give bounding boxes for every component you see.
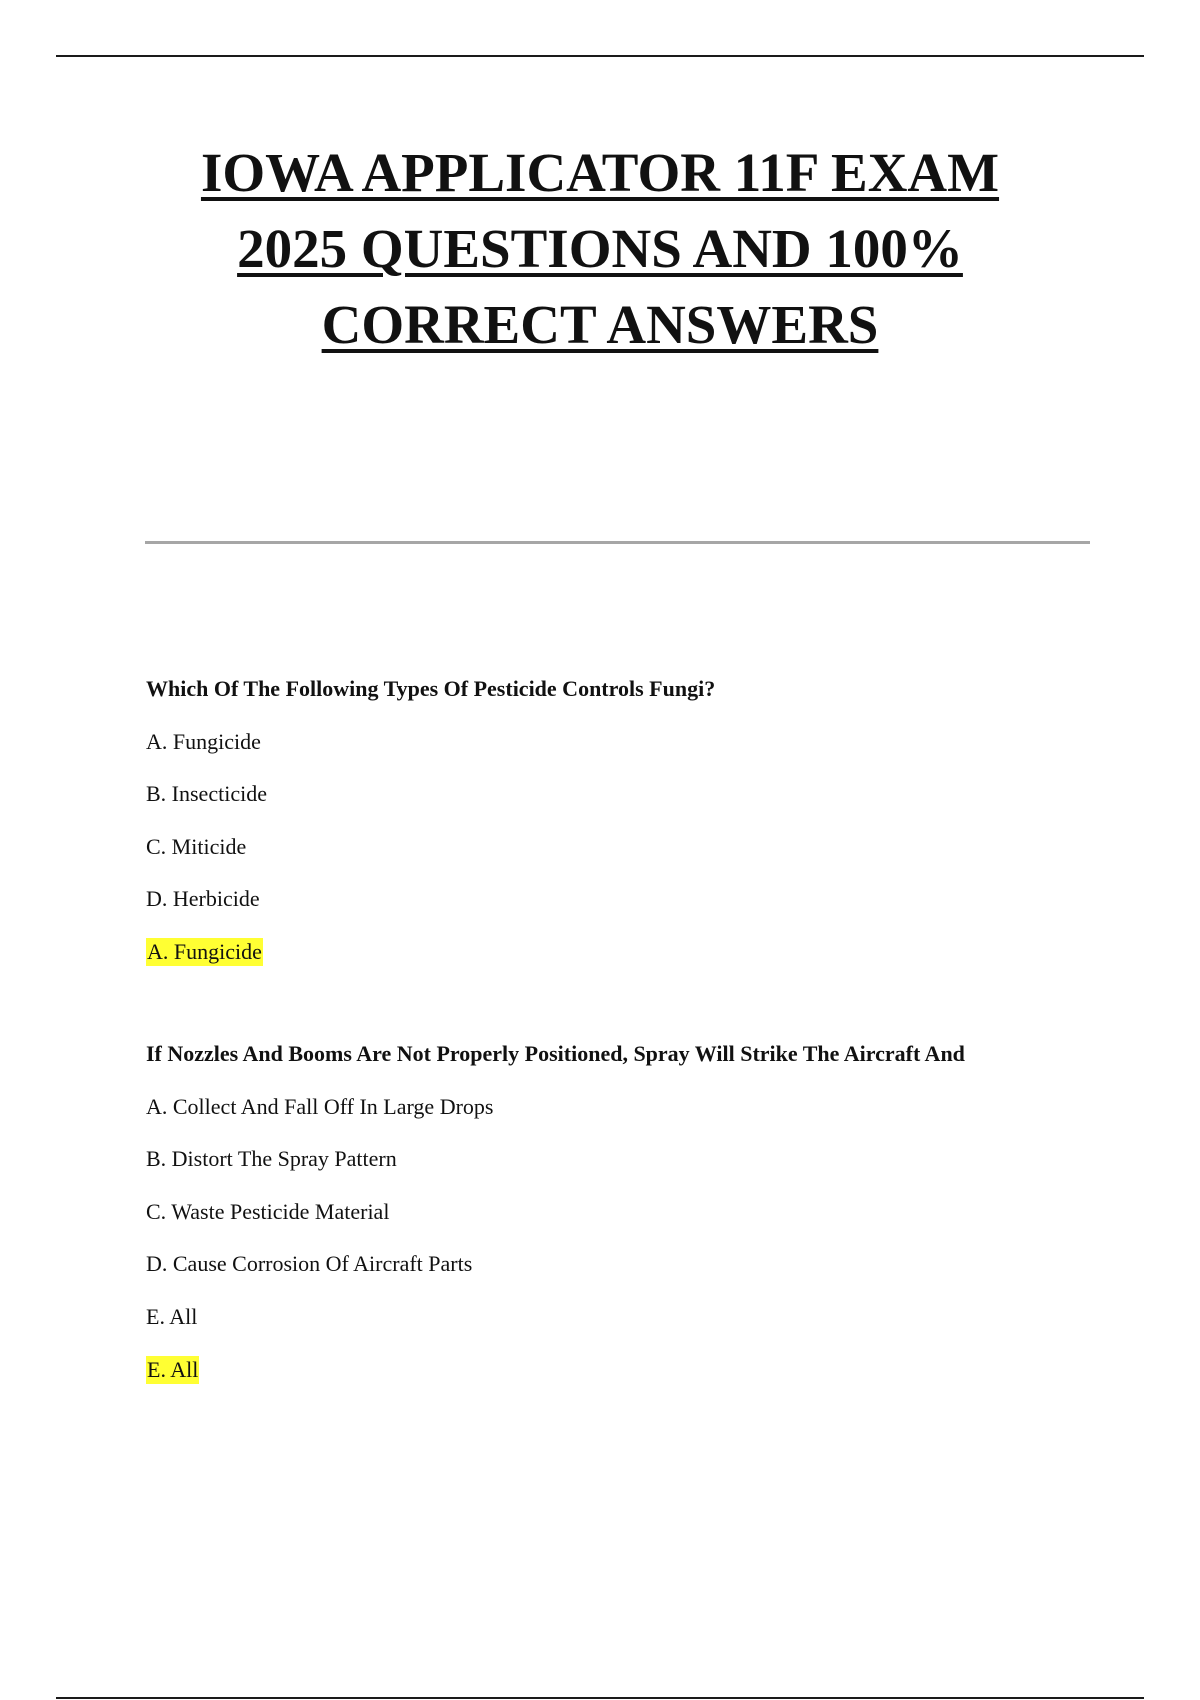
question-block-1 [146, 675, 1146, 991]
option-e: E. All [146, 1303, 198, 1329]
highlighted-answer: E. All [147, 1356, 199, 1382]
option-a: A. Collect And Fall Off In Large Drops [146, 1093, 494, 1119]
question-text: If Nozzles And Booms Are Not Properly Positioned, Spray Will Strike The Aircraft And [146, 1041, 965, 1066]
option-d: D. Cause Corrosion Of Aircraft Parts [146, 1251, 473, 1277]
question-block-2 [146, 1040, 1146, 1408]
option-c: C. Miticide [146, 833, 247, 859]
title-line-2: 2025 QUESTIONS AND 100% [237, 218, 963, 279]
option-b: B. Distort The Spray Pattern [146, 1146, 397, 1172]
document-title [80, 135, 1120, 363]
footer-rule [56, 1697, 1144, 1699]
option-d: D. Herbicide [146, 886, 260, 912]
header-rule [56, 55, 1144, 57]
title-line-3: CORRECT ANSWERS [321, 294, 879, 355]
highlighted-answer: A. Fungicide [147, 938, 262, 964]
question-text: Which Of The Following Types Of Pesticide Controls Fungi? [146, 676, 716, 701]
option-a: A. Fungicide [146, 728, 261, 754]
option-b: B. Insecticide [146, 781, 267, 807]
section-separator [145, 541, 1090, 544]
title-line-1: IOWA APPLICATOR 11F EXAM [200, 142, 1000, 203]
option-c: C. Waste Pesticide Material [146, 1198, 390, 1224]
